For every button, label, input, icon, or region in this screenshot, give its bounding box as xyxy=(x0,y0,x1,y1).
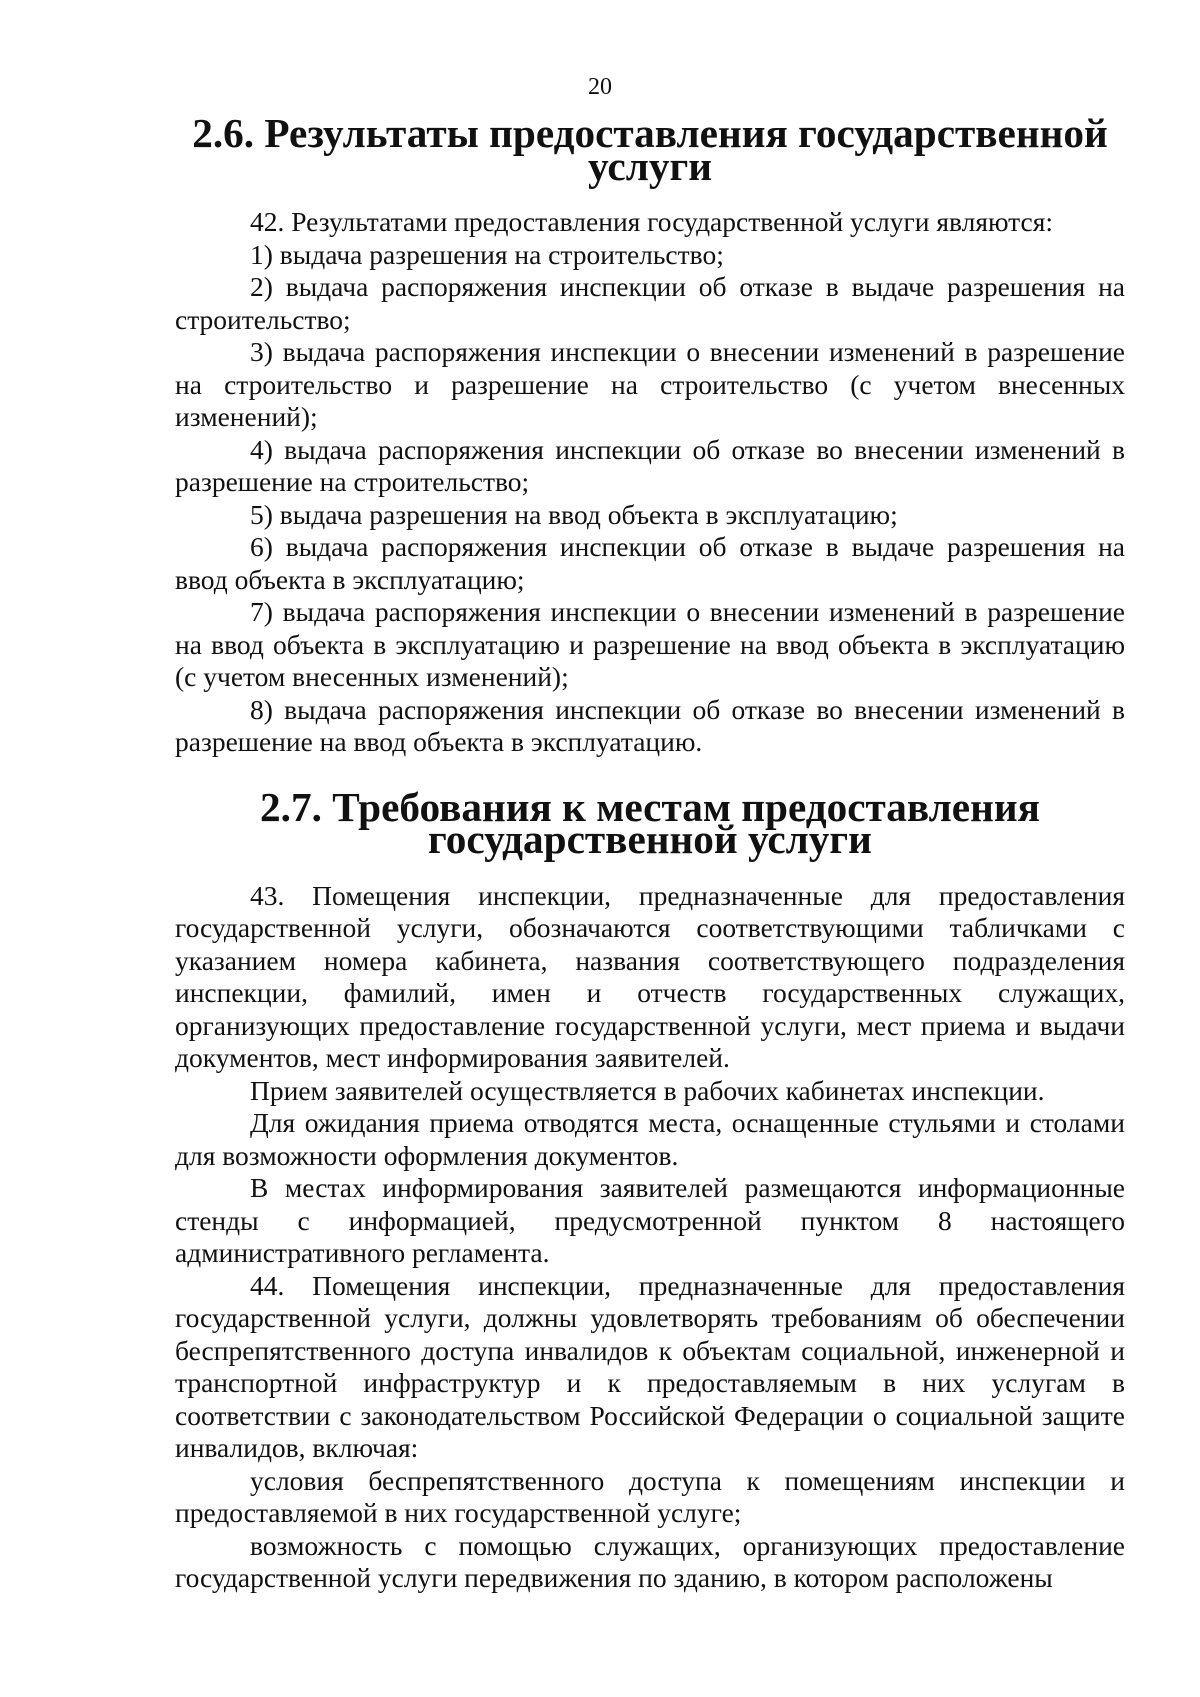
section-2-7-title xyxy=(175,783,1125,862)
list-item: 2) выдача распоряжения инспекции об отказе в выдаче разрешения на строительство; xyxy=(175,271,1125,335)
list-item: 7) выдача распоряжения инспекции о внесении изменений в разрешение на ввод объекта в эксплуатацию и разрешение на ввод объекта в эксплуатацию (с учетом внесенных изменений); xyxy=(175,596,1125,692)
section-2-7-title-line2: государственной услуги xyxy=(428,816,872,862)
paragraph: Прием заявителей осуществляется в рабочих кабинетах инспекции. xyxy=(250,1074,1045,1106)
list-item: 6) выдача распоряжения инспекции об отказе в выдаче разрешения на ввод объекта в эксплуатацию; xyxy=(175,531,1125,595)
list-item: 4) выдача распоряжения инспекции об отказе во внесении изменений в разрешение на строительство; xyxy=(175,433,1125,497)
list-item: 5) выдача разрешения на ввод объекта в эксплуатацию; xyxy=(250,498,898,530)
section-2-6-body xyxy=(175,206,1125,759)
section-2-7-title-line1: 2.7. Требования к местам предоставления xyxy=(260,783,1040,830)
paragraph: 43. Помещения инспекции, предназначенные для предоставления государственной услуги, обозначаются соответствующими табличками с указанием номера кабинета, названия соответствующего подразделения инспекции, фамилий, имен и отчеств государственных служащих, организующих предоставление государственной услуги, мест приема и выдачи документов, мест информирования заявителей. xyxy=(175,879,1125,1073)
paragraph: условия беспрепятственного доступа к помещениям инспекции и предоставляемой в них государственной услуге; xyxy=(175,1464,1125,1528)
section-2-6-title: 2.6. Результаты предоставления государственной услуги xyxy=(192,110,1108,189)
paragraph: Для ожидания приема отводятся места, оснащенные стульями и столами для возможности оформления документов. xyxy=(175,1107,1125,1171)
paragraph: В местах информирования заявителей размещаются информационные стенды с информацией, предусмотренной пунктом 8 настоящего административного регламента. xyxy=(175,1172,1125,1268)
paragraph: возможность с помощью служащих, организующих предоставление государственной услуги передвижения по зданию, в котором расположены xyxy=(175,1529,1125,1593)
document-body xyxy=(175,110,1125,1595)
page-number: 20 xyxy=(588,74,612,100)
paragraph: 44. Помещения инспекции, предназначенные для предоставления государственной услуги, должны удовлетворять требованиям об обеспечении беспрепятственного доступа инвалидов к объектам социальной, инженерной и транспортной инфраструктур и к предоставляемым в них услугам в соответствии с законодательством Российской Федерации о социальной защите инвалидов, включая: xyxy=(175,1269,1125,1463)
list-item: 3) выдача распоряжения инспекции о внесении изменений в разрешение на строительство и разрешение на строительство (с учетом внесенных изменений); xyxy=(175,336,1125,432)
section-2-7-body xyxy=(175,880,1125,1595)
list-item: 1) выдача разрешения на строительство; xyxy=(250,238,724,270)
paragraph: 42. Результатами предоставления государственной услуги являются: xyxy=(250,206,1054,237)
list-item: 8) выдача распоряжения инспекции об отказе во внесении изменений в разрешение на ввод объекта в эксплуатацию. xyxy=(175,693,1125,757)
